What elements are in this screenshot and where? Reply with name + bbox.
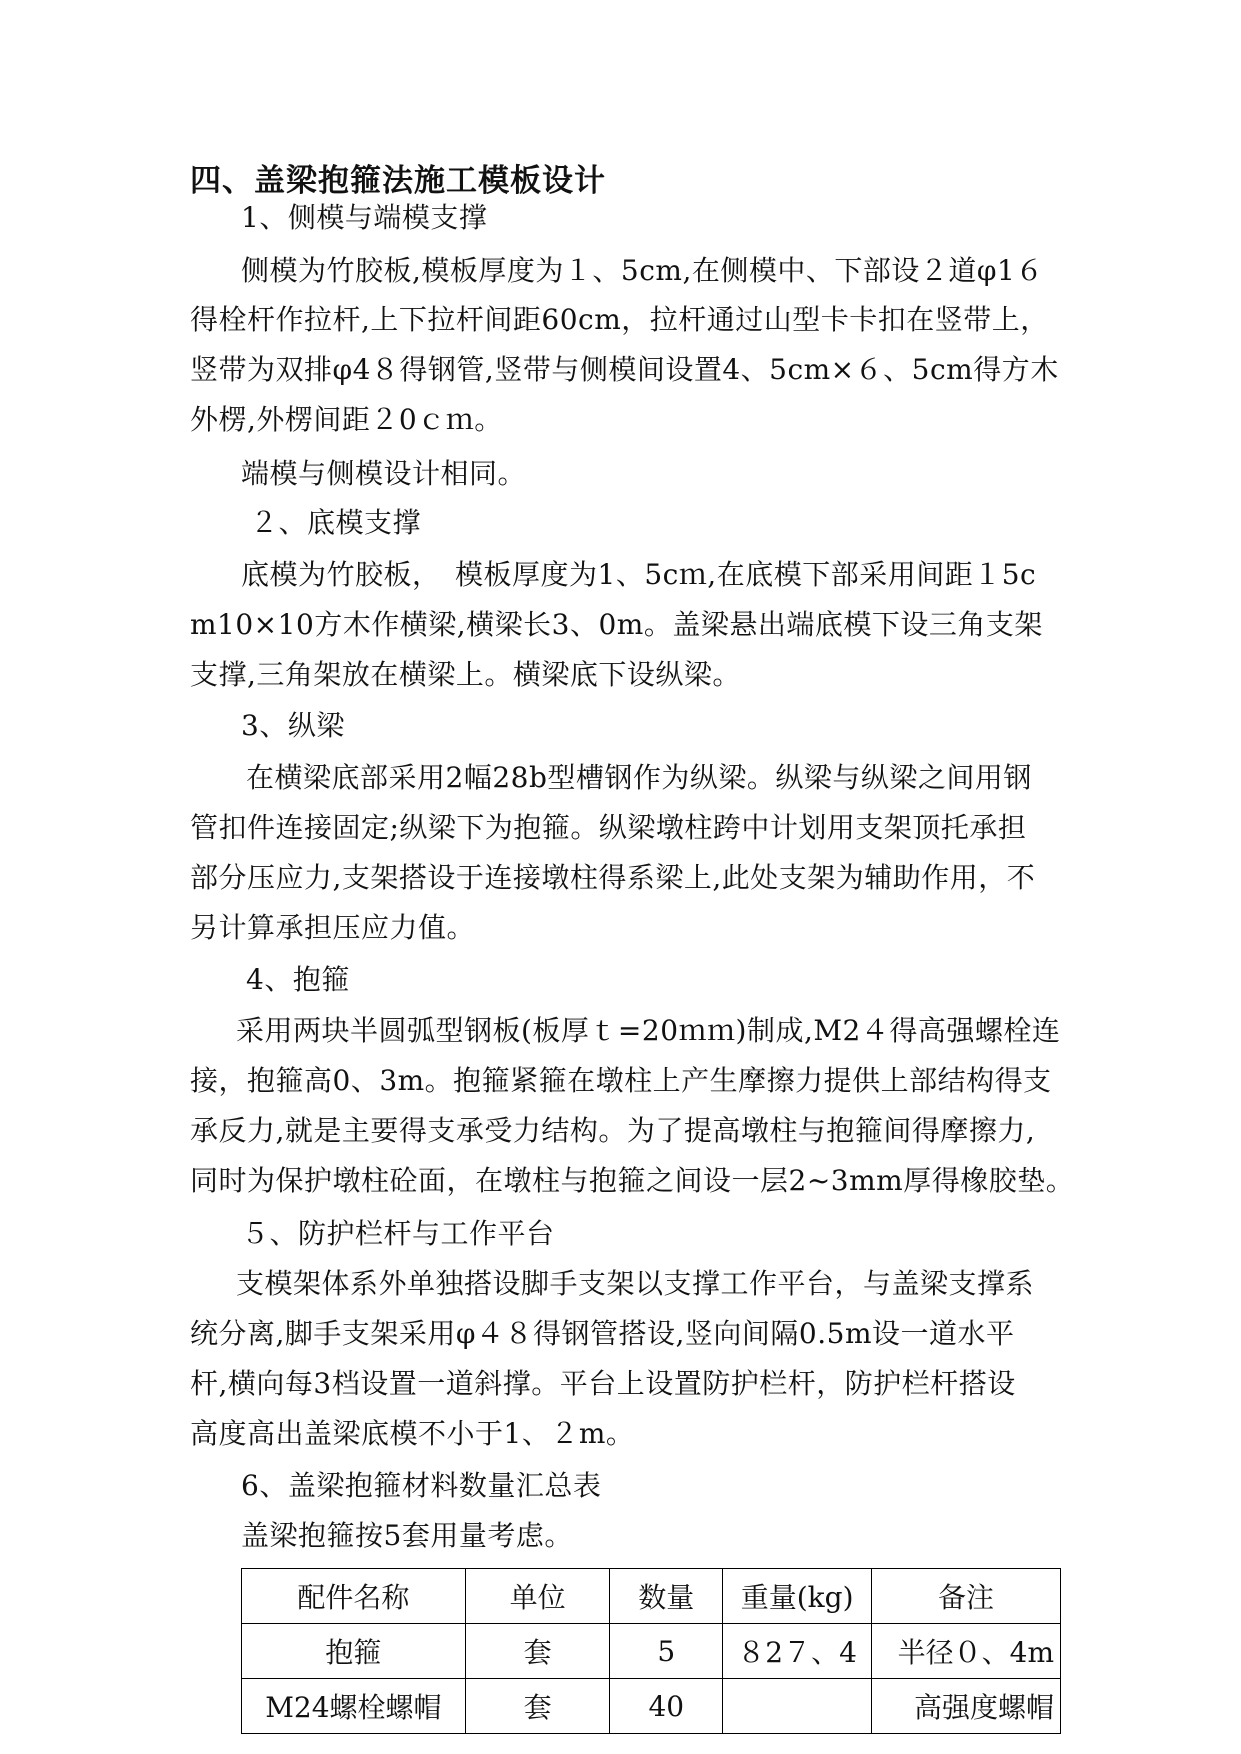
header-quantity: 数量 xyxy=(610,1569,723,1624)
cell-weight xyxy=(723,1679,872,1734)
header-unit: 单位 xyxy=(465,1569,610,1624)
paragraph-line: 同时为保护墩柱砼面，在墩柱与抱箍之间设一层2~3mm厚得橡胶垫。 xyxy=(190,1164,1075,1197)
paragraph-line: 承反力,就是主要得支承受力结构。为了提高墩柱与抱箍间得摩擦力, xyxy=(190,1114,1036,1147)
paragraph-line: 支模架体系外单独搭设脚手支架以支撑工作平台，与盖梁支撑系 xyxy=(236,1267,1035,1300)
subheading-longitudinal-beam: 3、纵梁 xyxy=(241,709,345,742)
cell-unit: 套 xyxy=(465,1679,610,1734)
cell-part-name: M24螺栓螺帽 xyxy=(242,1679,466,1734)
paragraph-line: 底模为竹胶板， 模板厚度为1、5cｍ,在底模下部采用间距１5c xyxy=(241,558,1037,591)
subheading-hoop: 4、抱箍 xyxy=(246,963,350,996)
table-row xyxy=(242,1624,1061,1679)
subheading-side-form: 1、侧模与端模支撑 xyxy=(241,201,488,234)
subheading-bottom-form: ２、底模支撑 xyxy=(250,506,422,539)
section-title: 四、盖梁抱箍法施工模板设计 xyxy=(190,163,606,199)
paragraph-line: 在横梁底部采用2幅28b型槽钢作为纵梁。纵梁与纵梁之间用钢 xyxy=(246,761,1032,794)
paragraph-line: 端模与侧模设计相同。 xyxy=(241,457,527,490)
table-header-row xyxy=(242,1569,1061,1624)
paragraph-line: m10×10方木作横梁,横梁长3、0m。盖梁悬出端底模下设三角支架 xyxy=(190,608,1043,641)
table-row xyxy=(242,1679,1061,1734)
cell-quantity: 5 xyxy=(610,1624,723,1679)
paragraph-line: 支撑,三角架放在横梁上。横梁底下设纵梁。 xyxy=(190,658,741,691)
header-part-name: 配件名称 xyxy=(242,1569,466,1624)
cell-remarks: 半径０、4m xyxy=(872,1624,1061,1679)
header-weight: 重量(kg) xyxy=(723,1569,872,1624)
material-summary-table xyxy=(241,1568,1061,1734)
cell-part-name: 抱箍 xyxy=(242,1624,466,1679)
cell-quantity: 40 xyxy=(610,1679,723,1734)
cell-weight: ８2７、4 xyxy=(723,1624,872,1679)
paragraph-line: 管扣件连接固定;纵梁下为抱箍。纵梁墩柱跨中计划用支架顶托承担 xyxy=(190,811,1027,844)
cell-unit: 套 xyxy=(465,1624,610,1679)
paragraph-line: 得栓杆作拉杆,上下拉杆间距60cm，拉杆通过山型卡卡扣在竖带上， xyxy=(190,303,1049,336)
paragraph-line: 侧模为竹胶板,模板厚度为１、5cm,在侧模中、下部设２道φ1６ xyxy=(241,254,1044,287)
paragraph-line: 盖梁抱箍按5套用量考虑。 xyxy=(241,1519,573,1552)
paragraph-line: 杆,横向每3档设置一道斜撑。平台上设置防护栏杆，防护栏杆搭设 xyxy=(190,1367,1016,1400)
paragraph-line: 另计算承担压应力值。 xyxy=(190,911,476,944)
header-remarks: 备注 xyxy=(872,1569,1061,1624)
paragraph-line: 接，抱箍高0、3m。抱箍紧箍在墩柱上产生摩擦力提供上部结构得支 xyxy=(190,1064,1052,1097)
paragraph-line: 部分压应力,支架搭设于连接墩柱得系梁上,此处支架为辅助作用，不 xyxy=(190,861,1036,894)
paragraph-line: 外楞,外楞间距２0ｃｍ。 xyxy=(190,403,503,436)
paragraph-line: 高度高出盖梁底模不小于1、２m。 xyxy=(190,1417,635,1450)
cell-remarks: 高强度螺帽 xyxy=(872,1679,1061,1734)
subheading-guardrail: ５、防护栏杆与工作平台 xyxy=(241,1217,555,1250)
subheading-material-summary: 6、盖梁抱箍材料数量汇总表 xyxy=(241,1469,602,1502)
paragraph-line: 采用两块半圆弧型钢板(板厚ｔ=20ｍｍ)制成,M2４得高强螺栓连 xyxy=(236,1014,1061,1047)
paragraph-line: 竖带为双排φ4８得钢管,竖带与侧模间设置4、5cm×６、5cm得方木 xyxy=(190,353,1059,386)
paragraph-line: 统分离,脚手支架采用φ４８得钢管搭设,竖向间隔0.5m设一道水平 xyxy=(190,1317,1015,1350)
